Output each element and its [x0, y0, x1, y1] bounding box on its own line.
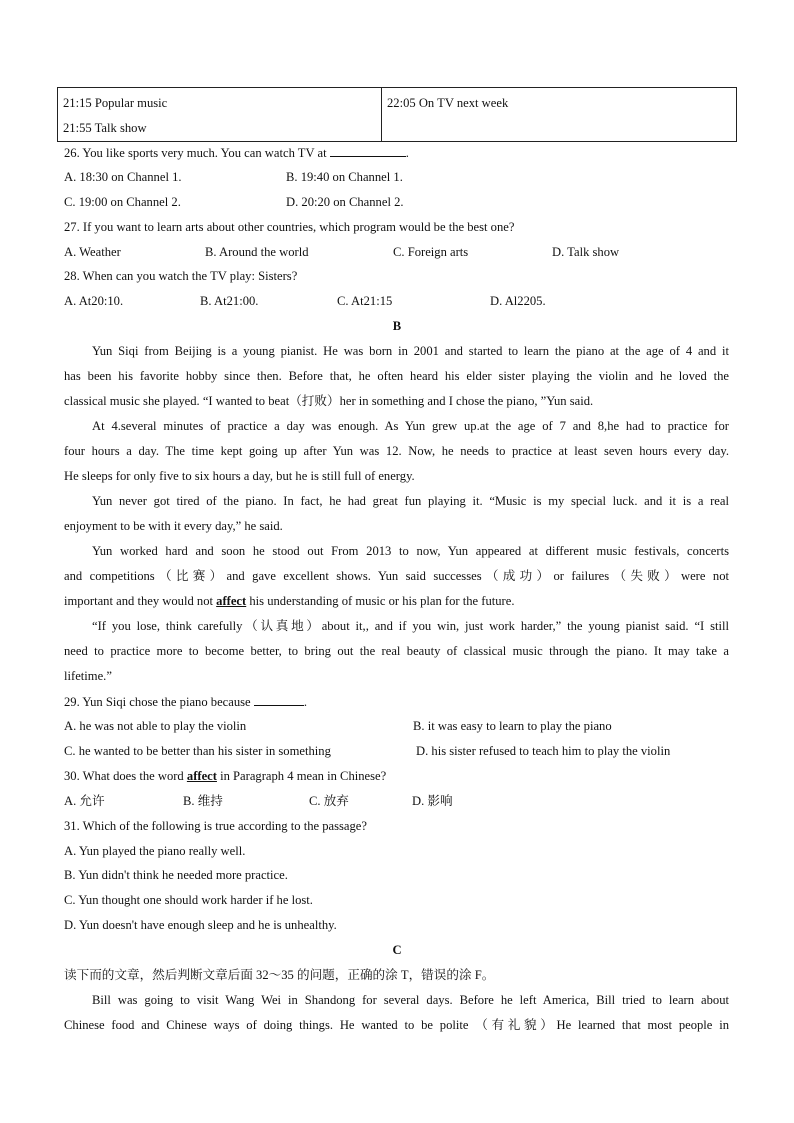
question-26: 26. You like sports very much. You can watch TV at . — [64, 146, 409, 160]
q29-option-d[interactable]: D. his sister refused to teach him to play the violin — [416, 744, 671, 758]
q27-option-c[interactable]: C. Foreign arts — [393, 245, 469, 259]
question-27: 27. If you want to learn arts about other countries, which program would be the best one? — [64, 220, 515, 234]
q30-option-d[interactable]: D. 影响 — [412, 794, 453, 808]
passage-line: has been his favorite hobby since then. Before that, he often heard his elder sister playing the violin and he loved the — [64, 369, 729, 383]
answer-blank[interactable] — [330, 144, 406, 157]
passage-line: and competitions（比赛）and gave excellent shows. Yun said successes（成功）or failures（失败）were not — [64, 569, 729, 583]
passage-line: need to practice more to become better, to bring out the real beauty of classical music through the piano. It may take a — [64, 644, 729, 658]
schedule-item: 21:15 Popular music — [63, 96, 168, 110]
passage-line: He sleeps for only five to six hours a day, but he is still full of energy. — [64, 469, 415, 483]
q30-option-c[interactable]: C. 放弃 — [309, 794, 349, 808]
keyword-affect: affect — [186, 769, 217, 783]
question-31: 31. Which of the following is true according to the passage? — [64, 819, 367, 833]
passage-line: Yun Siqi from Beijing is a young pianist. He was born in 2001 and started to learn the piano at the age of 4 and it — [92, 344, 729, 358]
q28-option-b[interactable]: B. At21:00. — [200, 294, 259, 308]
question-29: 29. Yun Siqi chose the piano because . — [64, 695, 307, 709]
q26-option-a[interactable]: A. 18:30 on Channel 1. — [64, 170, 182, 184]
passage-line: lifetime.” — [64, 669, 112, 683]
schedule-item: 21:55 Talk show — [63, 121, 147, 135]
q26-option-b[interactable]: B. 19:40 on Channel 1. — [286, 170, 403, 184]
passage-line: Bill was going to visit Wang Wei in Shandong for several days. Before he left America, Bill tried to learn about — [92, 993, 729, 1007]
q31-option-d[interactable]: D. Yun doesn't have enough sleep and he is unhealthy. — [64, 918, 337, 932]
schedule-right-cell — [382, 88, 737, 142]
keyword-affect: affect — [216, 594, 247, 608]
q28-option-c[interactable]: C. At21:15 — [337, 294, 393, 308]
q31-option-b[interactable]: B. Yun didn't think he needed more practice. — [64, 868, 288, 882]
section-b-heading: B — [392, 319, 402, 333]
q27-option-d[interactable]: D. Talk show — [552, 245, 620, 259]
passage-line: At 4.several minutes of practice a day was enough. As Yun grew up.at the age of 7 and 8,he had to practice for — [92, 419, 729, 433]
passage-line: classical music she played. “I wanted to beat（打败）her in something and I chose the piano, ”Yun said. — [64, 394, 594, 408]
section-c-instruction: 读下而的文章，然后判断文章后面 32～35 的问题，正确的涂 T，错误的涂 F。 — [64, 968, 495, 982]
q30-option-a[interactable]: A. 允许 — [64, 794, 105, 808]
answer-blank[interactable] — [254, 693, 304, 706]
schedule-item: 22:05 On TV next week — [387, 96, 509, 110]
q31-option-a[interactable]: A. Yun played the piano really well. — [64, 844, 246, 858]
q27-option-b[interactable]: B. Around the world — [205, 245, 309, 259]
passage-line: Yun never got tired of the piano. In fact, he had great fun playing it. “Music is my special luck. and it is a real — [92, 494, 729, 508]
passage-line: four hours a day. The time kept going up after Yun was 12. Now, he needs to practice at least seven hours every day. — [64, 444, 729, 458]
q26-option-c[interactable]: C. 19:00 on Channel 2. — [64, 195, 181, 209]
q26-option-d[interactable]: D. 20:20 on Channel 2. — [286, 195, 404, 209]
q29-option-a[interactable]: A. he was not able to play the violin — [64, 719, 247, 733]
q28-option-d[interactable]: D. Al2205. — [490, 294, 546, 308]
question-30: 30. What does the word affect in Paragraph 4 mean in Chinese? — [64, 769, 387, 783]
section-c-heading: C — [392, 943, 402, 957]
passage-line: enjoyment to be with it every day,” he said. — [64, 519, 283, 533]
passage-line: important and they would not affect his understanding of music or his plan for the future. — [64, 594, 515, 608]
passage-line: Chinese food and Chinese ways of doing things. He wanted to be polite （有礼貌）He learned that most people in — [64, 1018, 729, 1032]
q27-option-a[interactable]: A. Weather — [64, 245, 121, 259]
tv-schedule-table — [57, 87, 737, 142]
question-28: 28. When can you watch the TV play: Sisters? — [64, 269, 298, 283]
q28-option-a[interactable]: A. At20:10. — [64, 294, 124, 308]
passage-line: “If you lose, think carefully（认真地）about it,, and if you win, just work harder,” the young pianist said. “I still — [92, 619, 729, 633]
q29-option-b[interactable]: B. it was easy to learn to play the piano — [413, 719, 612, 733]
schedule-left-cell — [58, 88, 382, 142]
passage-line: Yun worked hard and soon he stood out From 2013 to now, Yun appeared at different music festivals, concerts — [92, 544, 729, 558]
q29-option-c[interactable]: C. he wanted to be better than his sister in something — [64, 744, 331, 758]
q30-option-b[interactable]: B. 维持 — [183, 794, 223, 808]
q31-option-c[interactable]: C. Yun thought one should work harder if he lost. — [64, 893, 313, 907]
